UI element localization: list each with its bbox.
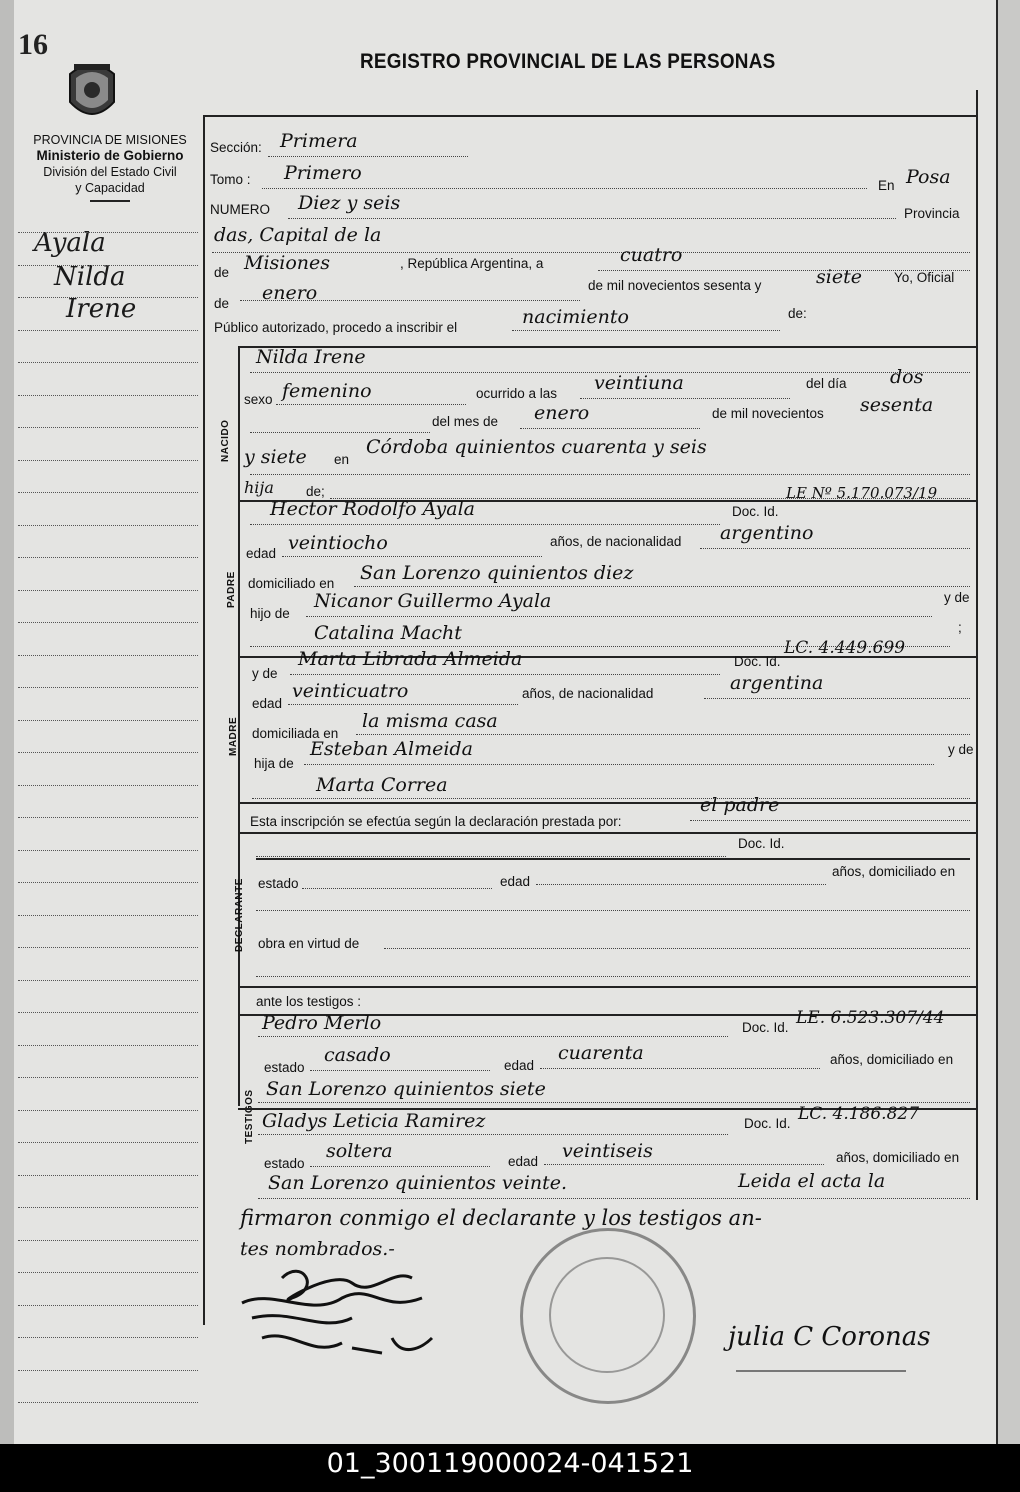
margin-ruled-line xyxy=(18,1077,198,1078)
anio-nac-value: sesenta xyxy=(860,394,934,416)
testigo2-edad: veintiseis xyxy=(562,1140,653,1162)
sexo-value: femenino xyxy=(282,380,372,402)
margin-ruled-line xyxy=(18,622,198,623)
image-id-footer: 01_300119000024-041521 xyxy=(0,1444,1020,1492)
main-frame-top xyxy=(203,115,978,117)
testigo1-domicilio: San Lorenzo quinientos siete xyxy=(266,1078,546,1100)
testigo1-nombre: Pedro Merlo xyxy=(262,1012,382,1034)
declaracion-por: el padre xyxy=(700,794,780,816)
abuelo-paterno: Nicanor Guillermo Ayala xyxy=(314,590,552,612)
dotted-line xyxy=(354,586,970,587)
publico-label: Público autorizado, procedo a inscribir el xyxy=(214,320,458,335)
testigo2-edad-label: edad xyxy=(508,1154,539,1169)
oficial-label: Yo, Oficial xyxy=(894,270,955,285)
dotted-line xyxy=(250,474,970,475)
testigo2-dom-label: años, domiciliado en xyxy=(836,1150,960,1165)
testigo2-doc: LC. 4.186.827 xyxy=(798,1104,920,1124)
madre-section-label: MADRE xyxy=(228,716,239,756)
dotted-line xyxy=(288,704,518,705)
abuela-materna: Marta Correa xyxy=(316,774,448,796)
ministry-block xyxy=(20,132,200,202)
declarante-top-rule xyxy=(238,832,976,834)
margin-ruled-line xyxy=(18,1337,198,1338)
testigo1-doc: LE. 6.523.307/44 xyxy=(796,1008,945,1028)
page-number: 16 xyxy=(18,28,48,61)
margin-ruled-line xyxy=(18,297,198,298)
testigo2-doc-label: Doc. Id. xyxy=(744,1116,791,1131)
dotted-line xyxy=(384,948,970,949)
hijo-de-label: hijo de xyxy=(250,606,290,621)
madre-doc-value: LC. 4.449.699 xyxy=(784,638,906,658)
madre-nacionalidad: argentina xyxy=(730,672,824,694)
dia-value: dos xyxy=(890,366,924,388)
hijo-label: hija xyxy=(244,478,274,497)
margin-ruled-line xyxy=(18,850,198,851)
de-label-2: de xyxy=(214,296,230,311)
dotted-line xyxy=(304,764,934,765)
signature-declarante xyxy=(232,1258,452,1388)
mes-value: enero xyxy=(534,402,590,424)
padre-nacionalidad: argentino xyxy=(720,522,814,544)
seccion-label: Sección: xyxy=(210,140,262,155)
declaracion-label: Esta inscripción se efectúa según la declaración prestada por: xyxy=(250,814,622,829)
hora-value: veintiuna xyxy=(594,372,684,394)
margin-ruled-line xyxy=(18,1370,198,1371)
y-de-madre-2: y de xyxy=(948,742,974,757)
declarante-estado-label: estado xyxy=(258,876,299,891)
cierre-linea-3: tes nombrados.- xyxy=(240,1238,395,1260)
en-value: Posa xyxy=(906,166,951,188)
margin-ruled-line xyxy=(18,492,198,493)
declarante-section-label: DECLARANTE xyxy=(234,878,245,952)
dotted-line xyxy=(704,698,970,699)
dotted-line xyxy=(310,1166,490,1167)
padre-domicilio: San Lorenzo quinientos diez xyxy=(360,562,634,584)
margin-ruled-line xyxy=(18,1045,198,1046)
margin-ruled-line xyxy=(18,1175,198,1176)
testigo2-estado-label: estado xyxy=(264,1156,305,1171)
dotted-line xyxy=(690,820,970,821)
margin-ruled-line xyxy=(18,525,198,526)
provincia-value: Misiones xyxy=(244,252,331,274)
tomo-value: Primero xyxy=(284,162,362,184)
page-edge-left xyxy=(0,0,14,1444)
padre-doc-label: Doc. Id. xyxy=(732,504,779,519)
testigo1-edad-label: edad xyxy=(504,1058,535,1073)
declarante-doc-label: Doc. Id. xyxy=(738,836,785,851)
margin-ruled-line xyxy=(18,1402,198,1403)
dotted-line xyxy=(252,798,970,799)
obra-label: obra en virtud de xyxy=(258,936,360,951)
ministry-rule xyxy=(90,200,130,202)
nacido-nombre: Nilda Irene xyxy=(256,346,366,368)
document-title: REGISTRO PROVINCIAL DE LAS PERSONAS xyxy=(360,50,776,73)
margin-ruled-line xyxy=(18,785,198,786)
margin-ruled-line xyxy=(18,752,198,753)
margin-ruled-line xyxy=(18,557,198,558)
dotted-line xyxy=(356,734,970,735)
margin-ruled-line xyxy=(18,915,198,916)
dotted-line xyxy=(512,330,780,331)
official-signature-underline xyxy=(736,1370,906,1372)
domicilio-label: domiciliado en xyxy=(248,576,335,591)
dotted-line xyxy=(258,1134,728,1135)
ministry-province: PROVINCIA DE MISIONES xyxy=(33,133,187,147)
provincia-label: Provincia xyxy=(904,206,960,221)
declarante-dom-label: años, domiciliado en xyxy=(832,864,956,879)
testigos-section-label: TESTIGOS xyxy=(244,1089,255,1144)
madre-edad: veinticuatro xyxy=(292,680,409,702)
mes-value: enero xyxy=(262,282,318,304)
margin-ruled-line xyxy=(18,330,198,331)
margin-ruled-line xyxy=(18,427,198,428)
edad-label: edad xyxy=(246,546,277,561)
dotted-line xyxy=(288,218,896,219)
margin-ruled-line xyxy=(18,362,198,363)
y-de-label: y de xyxy=(944,590,970,605)
lugar-value: Córdoba quinientos cuarenta y seis xyxy=(366,436,707,458)
dotted-line xyxy=(540,1068,820,1069)
margin-ruled-line xyxy=(18,655,198,656)
de-label: de xyxy=(214,265,230,280)
margin-ruled-line xyxy=(18,265,198,266)
dotted-line xyxy=(250,524,720,525)
margin-ruled-line xyxy=(18,1142,198,1143)
acto-value: nacimiento xyxy=(522,306,629,328)
anio-nac-label: de mil novecientos xyxy=(712,406,824,421)
madre-nac-label: años, de nacionalidad xyxy=(522,686,654,701)
ministry-division-2: y Capacidad xyxy=(75,181,145,195)
y-de-madre-label: y de xyxy=(252,666,278,681)
dotted-line xyxy=(544,1164,824,1165)
mes-label: del mes de xyxy=(432,414,499,429)
margin-ruled-line xyxy=(18,980,198,981)
ministry-name: Ministerio de Gobierno xyxy=(36,148,184,163)
testigo1-estado: casado xyxy=(324,1044,391,1066)
anio-label: de mil novecientos sesenta y xyxy=(588,278,762,293)
testigo1-edad: cuarenta xyxy=(558,1042,644,1064)
margin-ruled-line xyxy=(18,1012,198,1013)
madre-edad-label: edad xyxy=(252,696,283,711)
de-colon: de: xyxy=(788,306,807,321)
madre-doc-label: Doc. Id. xyxy=(734,654,781,669)
margin-ruled-line xyxy=(18,687,198,688)
dotted-line xyxy=(256,910,970,911)
dotted-line xyxy=(250,432,430,433)
margin-ruled-line xyxy=(18,1272,198,1273)
margin-ruled-line xyxy=(18,817,198,818)
testigos-label: ante los testigos : xyxy=(256,994,362,1009)
hija-de-label: hija de xyxy=(254,756,294,771)
abuela-paterna: Catalina Macht xyxy=(314,622,462,644)
page-edge-right xyxy=(996,0,1020,1444)
en-label: En xyxy=(878,178,895,193)
semicolon: ; xyxy=(958,620,962,635)
dotted-line xyxy=(282,556,542,557)
testigo1-estado-label: estado xyxy=(264,1060,305,1075)
anio-value: siete xyxy=(816,266,862,288)
dotted-line xyxy=(258,1198,970,1199)
nacido-section-label: NACIDO xyxy=(220,419,231,462)
dotted-line xyxy=(700,548,970,549)
declarante-edad-label: edad xyxy=(500,874,531,889)
dotted-line xyxy=(310,1070,490,1071)
margin-ruled-line xyxy=(18,720,198,721)
testigo2-estado: soltera xyxy=(326,1140,393,1162)
madre-domicilio: la misma casa xyxy=(362,710,498,732)
testigo1-dom-label: años, domiciliado en xyxy=(830,1052,954,1067)
dotted-line xyxy=(258,1102,970,1103)
cierre-linea-1: Leida el acta la xyxy=(738,1170,886,1192)
margin-ruled-line xyxy=(18,947,198,948)
margin-second-name: Irene xyxy=(66,294,137,324)
testigo2-nombre: Gladys Leticia Ramirez xyxy=(262,1110,486,1132)
dotted-line xyxy=(258,1036,728,1037)
declaracion-top-rule xyxy=(238,802,976,804)
margin-ruled-line xyxy=(18,1240,198,1241)
tomo-label: Tomo : xyxy=(210,172,251,187)
seccion-value: Primera xyxy=(280,130,358,152)
margin-ruled-line xyxy=(18,232,198,233)
numero-value: Diez y seis xyxy=(298,192,401,214)
hora-label: ocurrido a las xyxy=(476,386,558,401)
main-frame-right xyxy=(976,90,978,1200)
dia-value: cuatro xyxy=(620,244,683,266)
cierre-linea-2: firmaron conmigo el declarante y los testigos an- xyxy=(240,1206,762,1230)
margin-first-name: Nilda xyxy=(54,262,126,292)
dotted-line xyxy=(256,976,970,977)
abuelo-materno: Esteban Almeida xyxy=(310,738,473,760)
dotted-line xyxy=(262,188,867,189)
padre-section-label: PADRE xyxy=(226,571,237,608)
dotted-line xyxy=(536,884,826,885)
dotted-line xyxy=(302,888,492,889)
margin-ruled-line xyxy=(18,1305,198,1306)
sexo-label: sexo xyxy=(244,392,273,407)
padre-nombre: Hector Rodolfo Ayala xyxy=(270,498,476,520)
numero-label: NUMERO xyxy=(210,202,270,217)
dotted-line xyxy=(268,156,468,157)
padre-doc-value: LE Nº 5.170.073/19 xyxy=(786,484,938,502)
dia-label: del día xyxy=(806,376,847,391)
nacionalidad-label: años, de nacionalidad xyxy=(550,534,682,549)
dotted-line xyxy=(290,674,720,675)
republica-label: , República Argentina, a xyxy=(400,256,544,271)
madre-dom-label: domiciliada en xyxy=(252,726,339,741)
declarante-name-rule xyxy=(256,858,970,860)
testigo1-doc-label: Doc. Id. xyxy=(742,1020,789,1035)
de-label: de; xyxy=(306,484,325,499)
dotted-line xyxy=(276,404,466,405)
testigo2-domicilio: San Lorenzo quinientos veinte. xyxy=(268,1172,568,1194)
padre-edad: veintiocho xyxy=(288,532,388,554)
official-seal-stamp xyxy=(520,1228,696,1404)
margin-ruled-line xyxy=(18,1110,198,1111)
lugar-pre: y siete xyxy=(244,446,307,468)
signature-official: julia C Coronas xyxy=(728,1322,931,1352)
margin-ruled-line xyxy=(18,882,198,883)
margin-surname: Ayala xyxy=(34,228,106,258)
margin-ruled-line xyxy=(18,590,198,591)
madre-nombre: Marta Librada Almeida xyxy=(298,648,523,670)
en-label: en xyxy=(334,452,350,467)
dotted-line xyxy=(580,398,790,399)
main-frame-left xyxy=(203,115,205,1325)
seal-inner-ring xyxy=(549,1257,665,1373)
ministry-division: División del Estado Civil xyxy=(43,165,177,179)
testigos-top-rule xyxy=(238,986,976,988)
margin-ruled-line xyxy=(18,1207,198,1208)
margin-ruled-line xyxy=(18,395,198,396)
dotted-line xyxy=(256,856,726,857)
dotted-line xyxy=(306,616,932,617)
lugar-value: das, Capital de la xyxy=(214,224,382,246)
dotted-line xyxy=(520,428,700,429)
provincial-emblem-icon xyxy=(62,56,122,126)
margin-ruled-line xyxy=(18,460,198,461)
dotted-line xyxy=(240,300,580,301)
